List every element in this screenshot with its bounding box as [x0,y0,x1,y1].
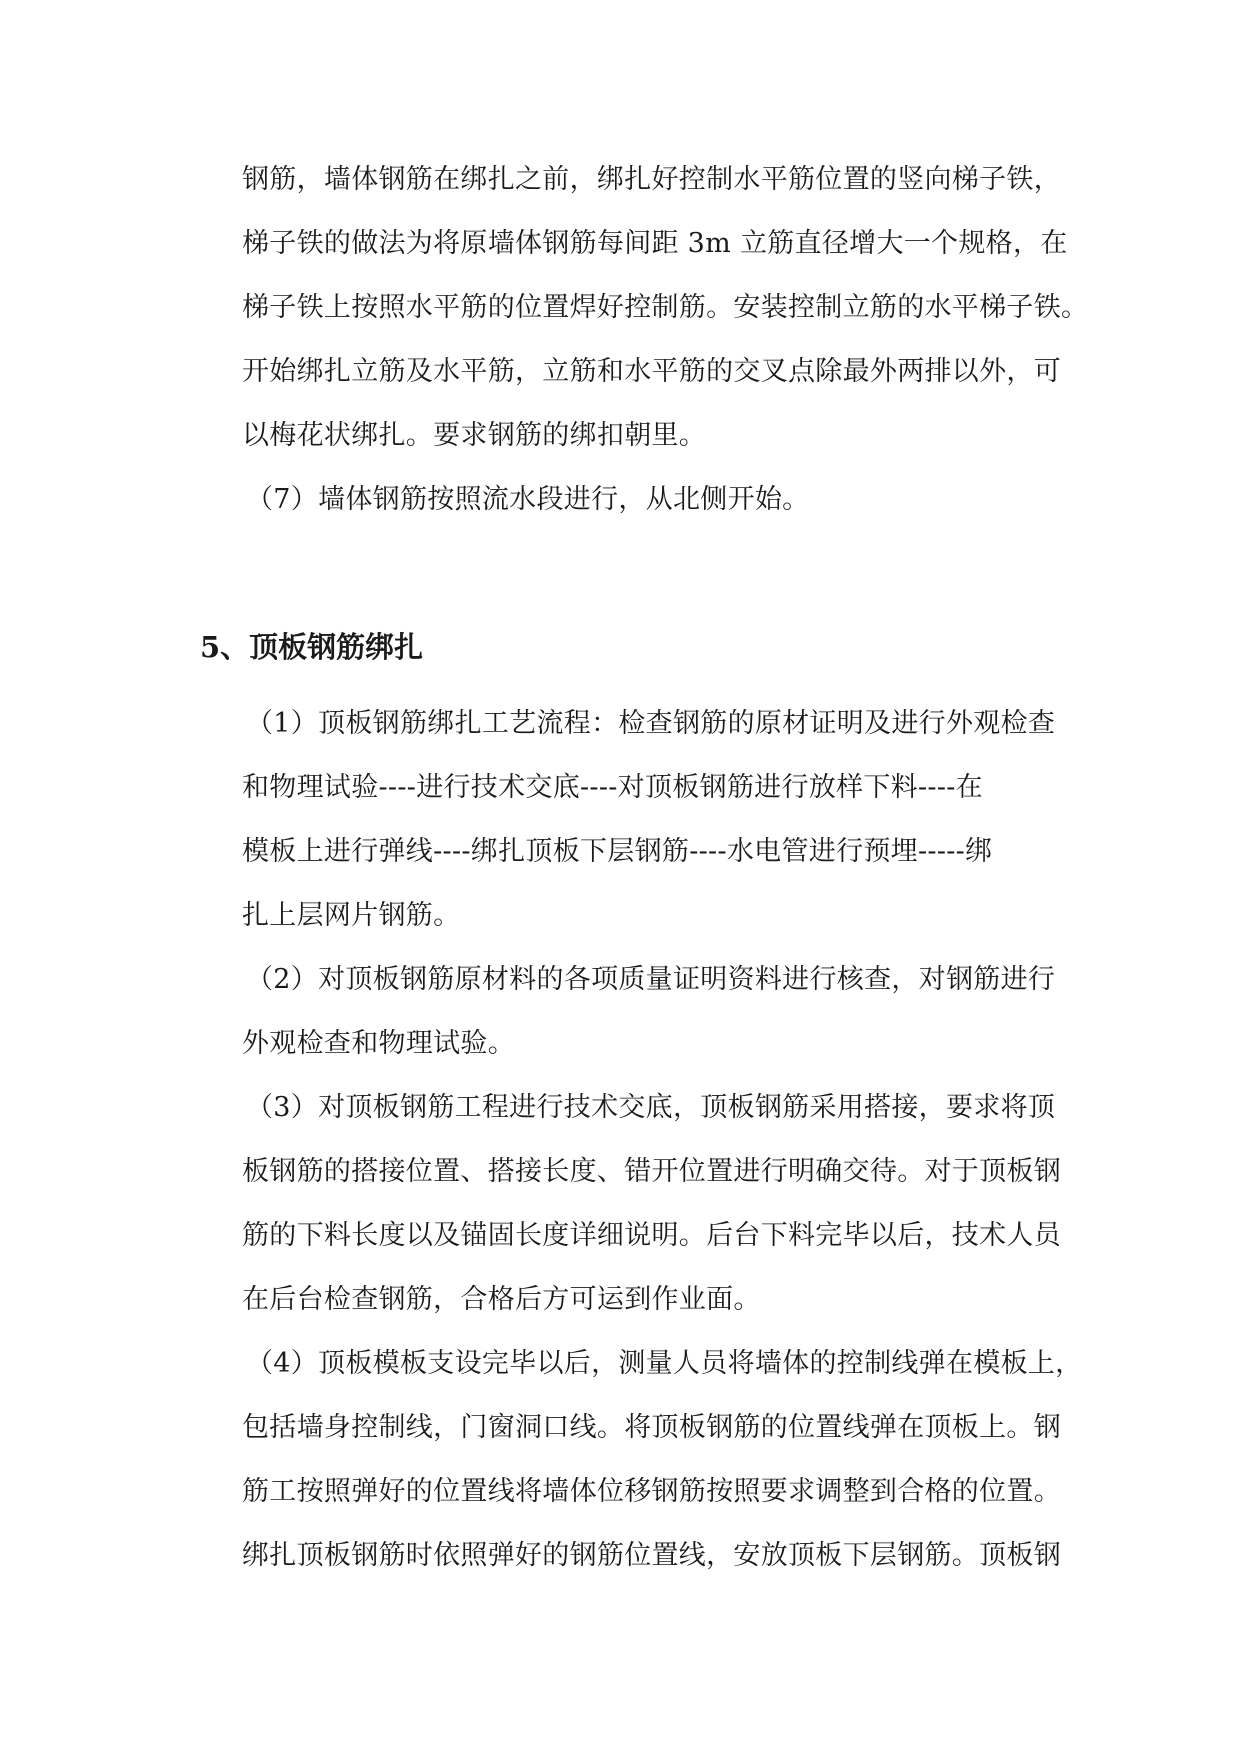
paragraph-line: 梯子铁的做法为将原墙体钢筋每间距 3m 立筋直径增大一个规格，在 [242,228,1068,259]
paragraph-line: 以梅花状绑扎。要求钢筋的绑扣朝里。 [242,420,707,451]
paragraph-line: （3）对顶板钢筋工程进行技术交底，顶板钢筋采用搭接，要求将顶 [246,1092,1056,1123]
paragraph-line: 在后台检查钢筋，合格后方可运到作业面。 [242,1284,761,1315]
paragraph-line: 和物理试验----进行技术交底----对顶板钢筋进行放样下料----在 [242,772,983,803]
paragraph-line: （7）墙体钢筋按照流水段进行，从北侧开始。 [246,484,810,515]
section-heading: 5、顶板钢筋绑扎 [200,630,424,664]
paragraph-line: 外观检查和物理试验。 [242,1028,515,1059]
paragraph-line: （1）顶板钢筋绑扎工艺流程：检查钢筋的原材证明及进行外观检查 [246,708,1056,739]
paragraph-line: 扎上层网片钢筋。 [242,900,461,931]
paragraph-line: 开始绑扎立筋及水平筋，立筋和水平筋的交叉点除最外两排以外，可 [242,356,1061,387]
paragraph-line: 板钢筋的搭接位置、搭接长度、错开位置进行明确交待。对于顶板钢 [242,1156,1061,1187]
paragraph-line: 筋工按照弹好的位置线将墙体位移钢筋按照要求调整到合格的位置。 [242,1476,1061,1507]
paragraph-line: 钢筋，墙体钢筋在绑扎之前，绑扎好控制水平筋位置的竖向梯子铁， [242,164,1061,195]
paragraph-line: （2）对顶板钢筋原材料的各项质量证明资料进行核查，对钢筋进行 [246,964,1056,995]
paragraph-line: 包括墙身控制线，门窗洞口线。将顶板钢筋的位置线弹在顶板上。钢 [242,1412,1061,1443]
paragraph-line: 模板上进行弹线----绑扎顶板下层钢筋----水电管进行预埋-----绑 [242,836,993,867]
paragraph-line: （4）顶板模板支设完毕以后，测量人员将墙体的控制线弹在模板上， [246,1348,1083,1379]
paragraph-line: 筋的下料长度以及锚固长度详细说明。后台下料完毕以后，技术人员 [242,1220,1061,1251]
paragraph-line: 绑扎顶板钢筋时依照弹好的钢筋位置线，安放顶板下层钢筋。顶板钢 [242,1540,1061,1571]
paragraph-line: 梯子铁上按照水平筋的位置焊好控制筋。安装控制立筋的水平梯子铁。 [242,292,1089,323]
